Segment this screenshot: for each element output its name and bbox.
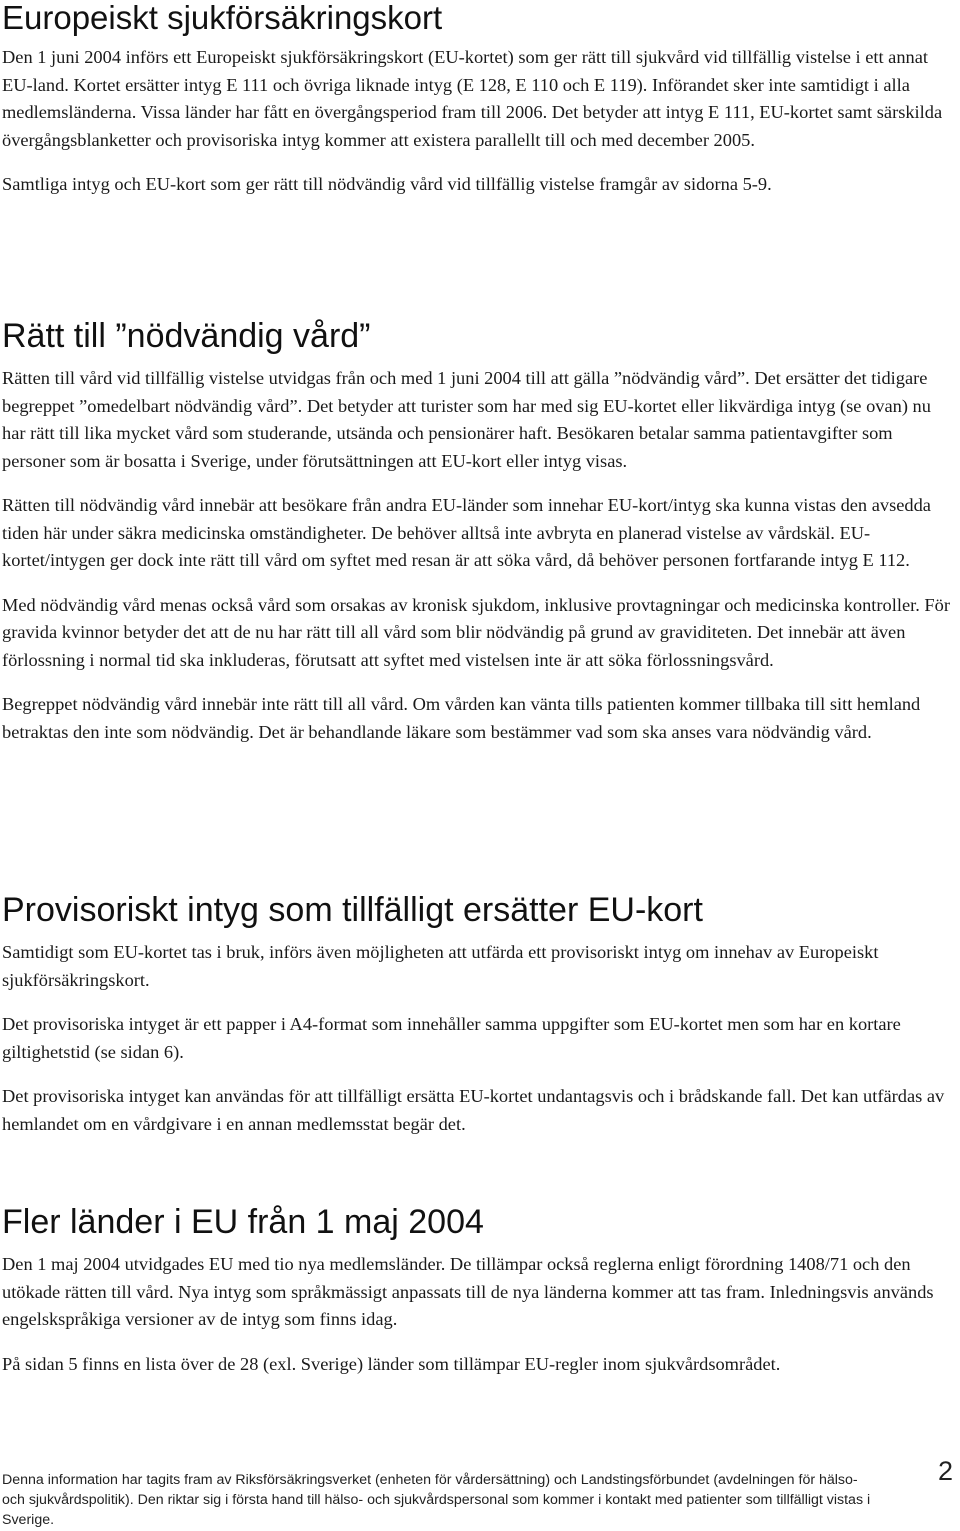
paragraph: På sidan 5 finns en lista över de 28 (exl. Sverige) länder som tillämpar EU-regler inom sjukvårdsområdet. [2, 1353, 781, 1374]
section-heading: Provisoriskt intyg som tillfälligt ersätter EU-kort [2, 891, 703, 929]
paragraph: Samtidigt som EU-kortet tas i bruk, införs även möjligheten att utfärda ett provisoriskt intyg om innehav av Europeiskt sjukförsäkringskort. [2, 942, 879, 990]
section-more-eu-countries [2, 1202, 952, 1378]
paragraph: Rätten till nödvändig vård innebär att besökare från andra EU-länder som innehar EU-kort/intyg ska kunna vistas den avsedda tiden här under säkra medicinska omständigheter. De behöver alltså inte avbryta en planerad vistelse av vårdskäl. EU-kortet/intygen ger dock inte rätt till vård om syftet med resan är att söka vård, då behöver personen fortfarande intyg E 112. [2, 495, 931, 570]
section-european-health-card [2, 0, 952, 199]
paragraph: Begreppet nödvändig vård innebär inte rätt till all vård. Om vården kan vänta tills patienten kommer tillbaka till sitt hemland betraktas den inte som nödvändig. Det är behandlande läkare som bestämmer vad som ska anses vara nödvändig vård. [2, 694, 921, 742]
paragraph: Med nödvändig vård menas också vård som orsakas av kronisk sjukdom, inklusive provtagningar och medicinska kontroller. För gravida kvinnor betyder det att de nu har rätt till all vård som blir nödvändig på grund av graviditeten. Det innebär att även förlossning i normal tid ska inkluderas, förutsatt att syftet med vistelsen inte är att söka förlossningsvård. [2, 594, 950, 670]
section-heading: Rätt till ”nödvändig vård” [2, 317, 371, 355]
section-heading: Europeiskt sjukförsäkringskort [2, 0, 443, 36]
paragraph: Den 1 maj 2004 utvidgades EU med tio nya medlemsländer. De tillämpar också reglerna enligt förordning 1408/71 och den utökade rätten till vård. Nya intyg som språkmässigt anpassats till de nya länderna kommer att tas fram. Inledningsvis används engelskspråkiga versioner av de intyg som finns idag. [2, 1254, 934, 1329]
footer-note: Denna information har tagits fram av Riksförsäkringsverket (enheten för vårdersättning) och Landstingsförbundet (avdelningen för hälso- och sjukvårdspolitik). Den riktar sig i första hand till hälso- och sjukvårdspersonal som kommer i kontakt med patienter som tillfälligt vistas i Sverige. [2, 1472, 871, 1528]
paragraph: Det provisoriska intyget är ett papper i A4-format som innehåller samma uppgifter som EU-kortet men som har en kortare giltighetstid (se sidan 6). [2, 1014, 901, 1062]
section-provisional-certificate [2, 890, 952, 1138]
section-heading: Fler länder i EU från 1 maj 2004 [2, 1203, 484, 1241]
paragraph: Det provisoriska intyget kan användas för att tillfälligt ersätta EU-kortet undantagsvis och i brådskande fall. Det kan utfärdas av hemlandet om en vårdgivare i en annan medlemsstat begär det. [2, 1086, 945, 1134]
section-necessary-care [2, 316, 952, 746]
paragraph: Rätten till vård vid tillfällig vistelse utvidgas från och med 1 juni 2004 till att gälla ”nödvändig vård”. Det ersätter det tidigare begreppet ”omedelbart nödvändig vård”. Det betyder att turister som har med sig EU-kortet eller likvärdiga intyg (se ovan) nu har rätt till lika mycket vård som studerande, utsända och pensionärer haft. Besökaren betalar samma patientavgifter som personer som är bosatta i Sverige, under förutsättningen att EU-kort eller intyg visas. [2, 368, 931, 471]
page-number: 2 [938, 1456, 954, 1486]
paragraph: Samtliga intyg och EU-kort som ger rätt till nödvändig vård vid tillfällig vistelse framgår av sidorna 5-9. [2, 174, 772, 194]
paragraph: Den 1 juni 2004 införs ett Europeiskt sjukförsäkringskort (EU-kortet) som ger rätt till sjukvård vid tillfällig vistelse i ett annat EU-land. Kortet ersätter intyg E 111 och övriga liknade intyg (E 128, E 110 och E 119). Införandet sker inte samtidigt i alla medlemsländerna. Vissa länder har fått en övergångsperiod fram till 2006. Det betyder att intyg E 111, EU-kortet samt särskilda övergångsblanketter och provisoriska intyg kommer att existera parallellt till och med december 2005. [2, 47, 943, 150]
